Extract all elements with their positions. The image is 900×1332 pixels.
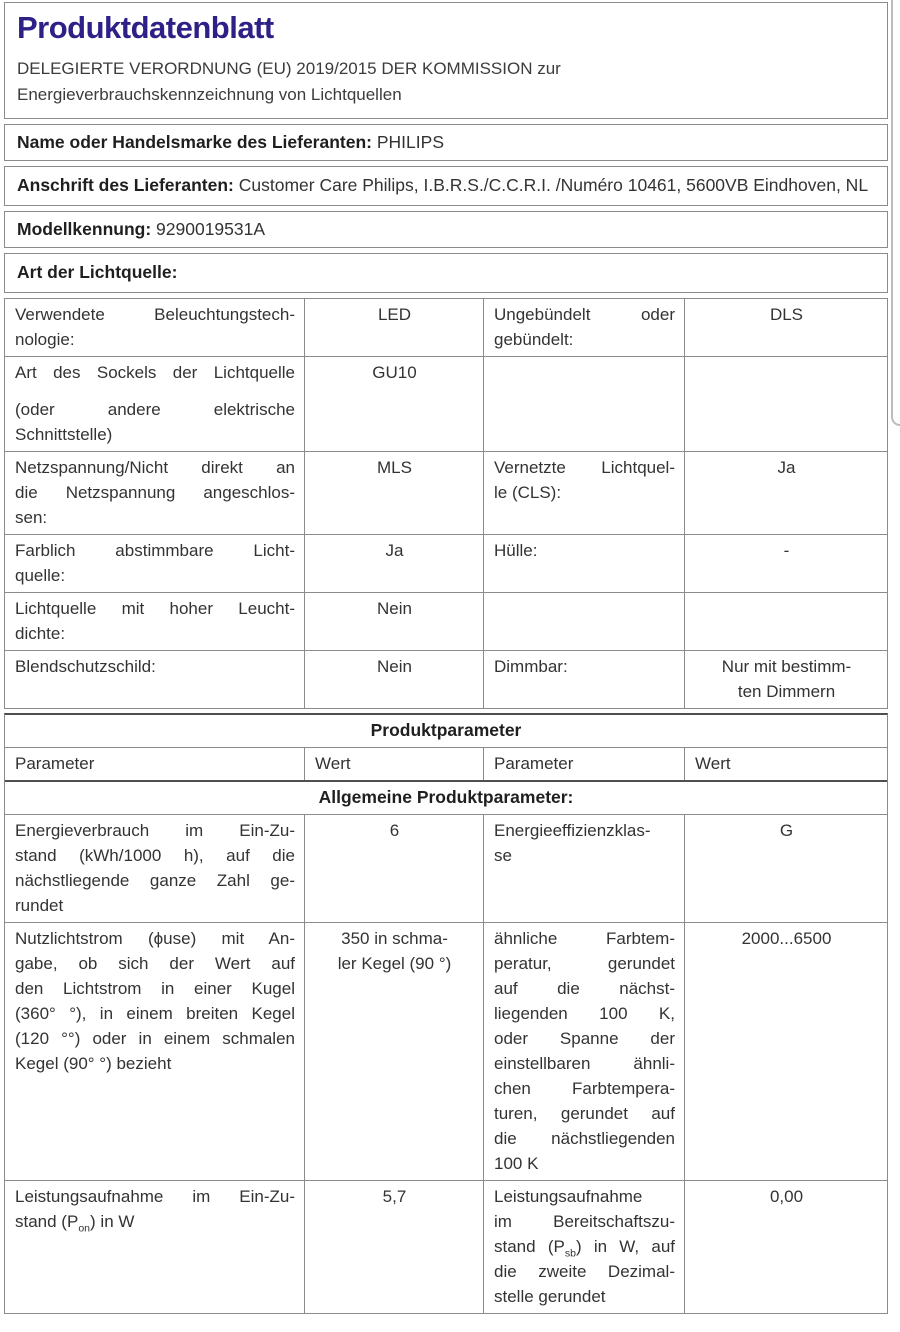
table-row — [5, 592, 887, 650]
value-cell: GU10 — [304, 357, 483, 451]
value-cell: 2000...6500 — [684, 923, 887, 1180]
scrollbar-thumb[interactable] — [891, 0, 900, 426]
param-cell: Lichtquelle mit hoher Leucht- dichte: — [15, 599, 295, 643]
page-title: Produktdatenblatt — [17, 10, 274, 45]
regulation-subtitle: DELEGIERTE VERORDNUNG (EU) 2019/2015 DER KOMMISSION zur Energieverbrauchskennzeichnung von Lichtquellen — [17, 59, 561, 104]
value-cell: 350 in schma- ler Kegel (90 °) — [304, 923, 483, 1180]
column-header-parameter: Parameter — [483, 748, 684, 780]
supplier-address-label: Anschrift des Lieferanten: — [17, 175, 234, 195]
value-cell: Ja — [304, 535, 483, 592]
column-header-parameter: Parameter — [15, 754, 95, 773]
column-header-wert: Wert — [684, 748, 887, 780]
value-cell: 0,00 — [684, 1181, 887, 1313]
param-cell: Hülle: — [483, 535, 684, 592]
table-row — [5, 451, 887, 534]
table-row — [5, 299, 887, 356]
general-parameters-subheading: Allgemeine Produktparameter: — [5, 780, 887, 814]
model-id-label: Modellkennung: — [17, 219, 152, 239]
param-cell — [483, 357, 684, 451]
column-header-wert: Wert — [304, 748, 483, 780]
param-cell: ähnliche Farbtem- peratur, gerundet auf die nächst- liegenden 100 K, oder Spanne der einstellbaren ähnli- chen Farbtempera- turen, gerundet auf die nächstliegenden 100 K — [483, 923, 684, 1180]
value-cell: - — [684, 535, 887, 592]
supplier-name-row — [4, 124, 888, 161]
value-cell: MLS — [304, 452, 483, 534]
model-id-row — [4, 211, 888, 248]
param-cell: Netzspannung/Nicht direkt an die Netzspannung angeschlos- sen: — [15, 458, 295, 527]
value-cell: Nur mit bestimm- ten Dimmern — [684, 651, 887, 708]
value-cell — [684, 593, 887, 650]
product-parameters-table — [4, 713, 888, 1314]
param-cell: Dimmbar: — [483, 651, 684, 708]
supplier-name-value: PHILIPS — [376, 132, 444, 152]
value-cell: DLS — [684, 299, 887, 356]
model-id-value: 9290019531A — [156, 219, 266, 239]
product-parameters-heading: Produktparameter — [370, 720, 522, 740]
light-source-heading-row — [4, 253, 888, 293]
value-cell: 6 — [304, 815, 483, 922]
param-cell: Farblich abstimmbare Licht- quelle: — [15, 541, 295, 585]
supplier-name-label: Name oder Handelsmarke des Lieferanten: — [17, 132, 372, 152]
value-cell: Nein — [304, 651, 483, 708]
table-row — [5, 1180, 887, 1313]
param-cell: Art des Sockels der Lichtquelle (oder andere elektrische Schnittstelle) — [15, 363, 295, 444]
param-cell: Vernetzte Lichtquel- le (CLS): — [483, 452, 684, 534]
param-cell — [483, 593, 684, 650]
value-cell: Ja — [684, 452, 887, 534]
document — [4, 2, 888, 1319]
param-cell: Energieverbrauch im Ein-Zu- stand (kWh/1000 h), auf die nächstliegende ganze Zahl ge- rundet — [15, 821, 295, 915]
light-source-heading: Art der Lichtquelle: — [17, 262, 178, 282]
param-cell: Leistungsaufnahme im Bereitschaftszu- stand $(P_{sb})$ in W, auf die zweite Dezimal- stelle gerundet — [483, 1181, 684, 1313]
param-cell: Blendschutzschild: — [15, 657, 156, 676]
value-cell — [684, 357, 887, 451]
value-cell: 5,7 — [304, 1181, 483, 1313]
value-cell: Nein — [304, 593, 483, 650]
param-cell: Ungebündelt oder gebündelt: — [483, 299, 684, 356]
header-section — [4, 2, 888, 119]
table-row — [5, 534, 887, 592]
param-cell: Verwendete Beleuchtungstech- nologie: — [15, 305, 295, 349]
supplier-address-row — [4, 166, 888, 206]
column-header-row — [5, 747, 887, 780]
supplier-address-value: Customer Care Philips, I.B.R.S./C.C.R.I. /Numéro 10461, 5600VB Eindhoven, NL — [238, 175, 869, 195]
table-row — [5, 356, 887, 451]
value-cell: LED — [304, 299, 483, 356]
table-row — [5, 650, 887, 708]
param-cell: Leistungsaufnahme im Ein-Zu- stand $(P_{on})$ in W — [15, 1187, 295, 1235]
light-source-table — [4, 298, 888, 709]
table-row — [5, 814, 887, 922]
table-row — [5, 922, 887, 1180]
param-cell: Nutzlichtstrom (ϕuse) mit An- gabe, ob sich der Wert auf den Lichtstrom in einer Kugel (360° °), in einem breiten Kegel (120 °°) oder in einem schmalen Kegel (90° °) bezieht — [15, 929, 295, 1073]
value-cell: G — [684, 815, 887, 922]
param-cell: Energieeffizienzklas- se — [483, 815, 684, 922]
